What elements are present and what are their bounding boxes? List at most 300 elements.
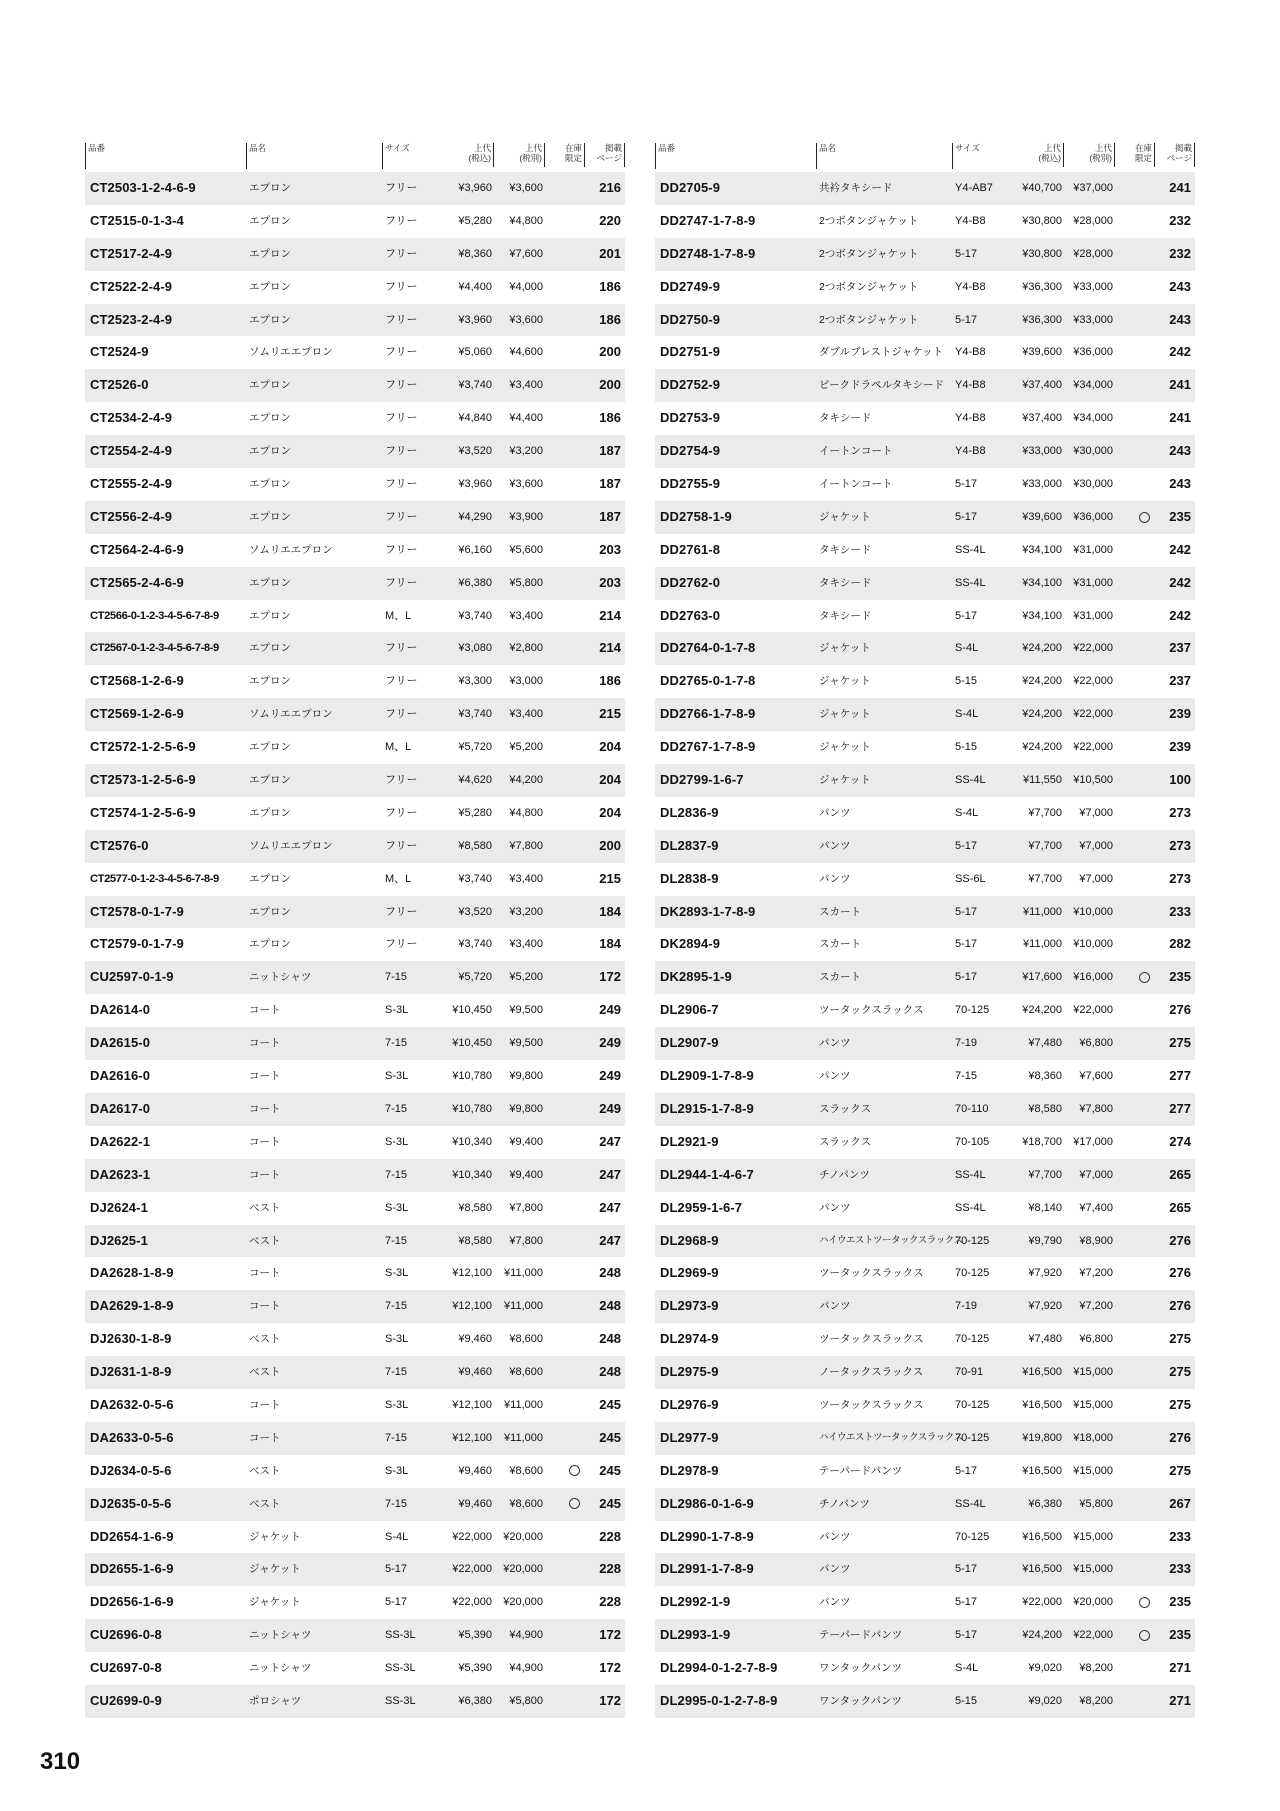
product-name: ジャケット — [819, 741, 871, 754]
table-row — [655, 863, 1195, 896]
price-tax-excluded: ¥7,600 — [509, 247, 543, 260]
price-tax-excluded: ¥5,200 — [509, 971, 543, 984]
price-tax-included: ¥9,460 — [458, 1497, 492, 1510]
product-name: ダブルブレストジャケット — [819, 346, 944, 359]
product-code: DA2615-0 — [90, 1035, 151, 1051]
product-size: SS-4L — [955, 1497, 986, 1510]
price-tax-included: ¥33,000 — [1022, 445, 1062, 458]
catalog-page: 243 — [1169, 311, 1191, 327]
price-tax-excluded: ¥15,000 — [1073, 1563, 1113, 1576]
price-tax-excluded: ¥10,000 — [1073, 938, 1113, 951]
price-tax-excluded: ¥5,600 — [509, 543, 543, 556]
price-tax-included: ¥3,080 — [458, 642, 492, 655]
table-row — [655, 731, 1195, 764]
price-tax-excluded: ¥31,000 — [1073, 609, 1113, 622]
product-code: CT2569-1-2-6-9 — [90, 706, 184, 722]
table-row — [85, 665, 625, 698]
product-name: エプロン — [249, 675, 291, 688]
price-tax-included: ¥39,600 — [1022, 510, 1062, 523]
price-tax-excluded: ¥8,200 — [1079, 1662, 1113, 1675]
price-tax-excluded: ¥11,000 — [504, 1431, 543, 1444]
product-code: DL2991-1-7-8-9 — [660, 1561, 754, 1577]
product-name: スラックス — [819, 1102, 872, 1115]
product-name: エプロン — [249, 313, 291, 326]
product-name: ツータックスラックス — [819, 1267, 924, 1280]
price-tax-excluded: ¥28,000 — [1073, 214, 1113, 227]
price-tax-excluded: ¥9,500 — [509, 1037, 543, 1050]
product-name: エプロン — [249, 905, 291, 918]
product-size: 5-17 — [955, 478, 978, 491]
product-name: エプロン — [249, 938, 291, 951]
product-size: Y4-B8 — [955, 346, 986, 359]
catalog-page: 172 — [599, 1692, 621, 1708]
price-tax-included: ¥36,300 — [1022, 280, 1062, 293]
catalog-page: 186 — [599, 278, 621, 294]
catalog-page: 172 — [599, 1660, 621, 1676]
catalog-page: 237 — [1169, 640, 1191, 656]
product-code: CT2503-1-2-4-6-9 — [90, 180, 196, 195]
price-tax-included: ¥9,460 — [458, 1366, 492, 1379]
product-size: フリー — [385, 774, 418, 787]
catalog-page: 247 — [599, 1199, 621, 1215]
catalog-page: 267 — [1169, 1495, 1191, 1511]
product-name: ニットシャツ — [249, 1662, 312, 1675]
product-size: 7-15 — [385, 1497, 408, 1510]
price-tax-included: ¥33,000 — [1022, 478, 1062, 491]
table-row — [655, 1126, 1195, 1159]
product-size: 7-15 — [385, 1102, 408, 1115]
header-price-tax-ex-line1: 上代 — [1094, 143, 1112, 153]
table-row — [655, 830, 1195, 863]
product-name: エプロン — [249, 478, 291, 491]
catalog-page: 200 — [599, 344, 621, 360]
product-size: 5-17 — [955, 905, 978, 918]
product-table-left — [85, 140, 625, 1708]
catalog-page: 276 — [1169, 1002, 1191, 1018]
catalog-page: 200 — [599, 377, 621, 393]
product-name: エプロン — [249, 741, 291, 754]
price-tax-included: ¥4,290 — [458, 510, 492, 523]
catalog-page: 242 — [1169, 344, 1191, 360]
product-code: DK2894-9 — [660, 936, 721, 952]
catalog-page: 265 — [1169, 1166, 1191, 1182]
table-row — [655, 896, 1195, 929]
product-size: M、L — [385, 872, 412, 885]
product-size: SS-4L — [955, 774, 986, 787]
product-code: CT2522-2-4-9 — [90, 278, 173, 294]
product-name: 2つボタンジャケット — [819, 280, 919, 293]
product-name: ハイウエストツータックスラックス — [819, 1431, 963, 1443]
catalog-page: 247 — [599, 1133, 621, 1149]
product-name: ハイウエストツータックスラックス — [819, 1234, 963, 1246]
table-row — [655, 665, 1195, 698]
product-size: Y4-B8 — [955, 280, 986, 293]
product-size: フリー — [385, 905, 418, 918]
catalog-page: 242 — [1169, 607, 1191, 623]
product-size: 5-17 — [955, 510, 978, 523]
product-name: エプロン — [249, 510, 291, 523]
table-row — [85, 1225, 625, 1258]
price-tax-excluded: ¥20,000 — [1073, 1596, 1113, 1609]
product-name: ソムリエエプロン — [249, 839, 333, 852]
stock-limited-circle-icon — [1139, 972, 1150, 983]
price-tax-excluded: ¥36,000 — [1073, 510, 1113, 523]
catalog-page: 282 — [1169, 936, 1191, 952]
header-price-tax-ex-line1: 上代 — [524, 143, 542, 153]
product-size: S-4L — [955, 642, 979, 655]
table-row — [655, 1521, 1195, 1554]
product-code: DA2629-1-8-9 — [90, 1298, 174, 1314]
price-tax-excluded: ¥3,400 — [509, 938, 543, 951]
catalog-page: 204 — [599, 804, 621, 820]
header-price-tax-in — [468, 143, 494, 167]
catalog-page: 241 — [1169, 377, 1191, 393]
price-tax-excluded: ¥22,000 — [1073, 708, 1113, 721]
table-row — [85, 1126, 625, 1159]
product-code: DD2655-1-6-9 — [90, 1561, 174, 1577]
catalog-page: 276 — [1169, 1429, 1191, 1445]
catalog-page: 248 — [599, 1364, 621, 1380]
table-row — [655, 1488, 1195, 1521]
header-page — [1167, 143, 1195, 167]
header-price-tax-in-line1: 上代 — [473, 143, 491, 153]
product-size: フリー — [385, 313, 418, 326]
product-code: DL2909-1-7-8-9 — [660, 1068, 754, 1084]
catalog-page: 241 — [1169, 410, 1191, 426]
product-name: エプロン — [249, 576, 291, 589]
product-size: 70-125 — [955, 1004, 990, 1017]
product-code: CT2574-1-2-5-6-9 — [90, 804, 196, 820]
catalog-page: 273 — [1169, 870, 1191, 886]
catalog-page: 214 — [599, 640, 621, 656]
product-name: テーパードパンツ — [819, 1629, 903, 1642]
product-size: SS-3L — [385, 1662, 416, 1675]
product-name: ポロシャツ — [249, 1694, 302, 1707]
product-table-right — [655, 140, 1195, 1708]
price-tax-included: ¥6,160 — [458, 543, 492, 556]
table-row — [655, 764, 1195, 797]
product-code: DA2616-0 — [90, 1068, 151, 1084]
product-name: パンツ — [819, 1070, 851, 1083]
product-size: フリー — [385, 445, 418, 458]
product-code: CT2573-1-2-5-6-9 — [90, 772, 196, 788]
table-row — [85, 205, 625, 238]
product-name: コート — [249, 1135, 281, 1148]
price-tax-included: ¥18,700 — [1022, 1135, 1062, 1148]
product-size: 70-125 — [955, 1431, 990, 1444]
product-size: SS-4L — [955, 1201, 986, 1214]
product-size: 5-17 — [385, 1563, 408, 1576]
product-size: S-3L — [385, 1464, 409, 1477]
product-name: コート — [249, 1398, 281, 1411]
header-price-tax-in-line2: (税込) — [1038, 153, 1061, 163]
product-name: ジャケット — [819, 708, 871, 721]
catalog-page: 276 — [1169, 1298, 1191, 1314]
table-row — [85, 468, 625, 501]
price-tax-included: ¥10,340 — [452, 1168, 492, 1181]
price-tax-excluded: ¥4,900 — [509, 1662, 543, 1675]
product-size: SS-4L — [955, 543, 986, 556]
price-tax-included: ¥7,480 — [1028, 1037, 1062, 1050]
table-row — [85, 1586, 625, 1619]
product-name: イートンコート — [819, 478, 893, 491]
product-size: 7-15 — [385, 1168, 408, 1181]
price-tax-excluded: ¥9,500 — [509, 1004, 543, 1017]
product-name: チノパンツ — [819, 1497, 870, 1510]
price-tax-excluded: ¥36,000 — [1073, 346, 1113, 359]
price-tax-excluded: ¥31,000 — [1073, 543, 1113, 556]
product-size: フリー — [385, 938, 418, 951]
table-row — [85, 1652, 625, 1685]
price-tax-excluded: ¥30,000 — [1073, 445, 1113, 458]
catalog-page: 201 — [599, 245, 621, 261]
price-tax-excluded: ¥3,600 — [509, 182, 543, 194]
product-name: パンツ — [819, 1037, 851, 1050]
product-name: パンツ — [819, 1300, 851, 1313]
product-size: フリー — [385, 510, 418, 523]
product-code: DL2969-9 — [660, 1265, 719, 1281]
table-row — [85, 336, 625, 369]
product-code: DL2838-9 — [660, 870, 719, 886]
price-tax-excluded: ¥5,800 — [509, 1694, 543, 1707]
table-row — [655, 1619, 1195, 1652]
price-tax-included: ¥3,740 — [458, 379, 492, 392]
product-size: S-3L — [385, 1201, 409, 1214]
product-name: ニットシャツ — [249, 1629, 312, 1642]
product-code: DL2976-9 — [660, 1396, 719, 1412]
catalog-page: 265 — [1169, 1199, 1191, 1215]
product-size: S-4L — [385, 1530, 409, 1543]
table-row — [655, 271, 1195, 304]
product-code: DK2895-1-9 — [660, 969, 732, 985]
header-size-label: サイズ — [385, 143, 410, 153]
product-name: ベスト — [249, 1366, 281, 1379]
catalog-page: 276 — [1169, 1265, 1191, 1281]
price-tax-excluded: ¥7,200 — [1079, 1267, 1113, 1280]
product-name: タキシード — [819, 609, 872, 622]
table-row — [85, 1356, 625, 1389]
product-name: ジャケット — [819, 675, 871, 688]
table-body — [655, 172, 1195, 1718]
catalog-page: 216 — [599, 180, 621, 195]
price-tax-excluded: ¥22,000 — [1073, 741, 1113, 754]
catalog-page: 187 — [599, 508, 621, 524]
header-code — [655, 143, 675, 169]
price-tax-excluded: ¥22,000 — [1073, 675, 1113, 688]
table-row — [655, 994, 1195, 1027]
product-size: 7-15 — [385, 1300, 408, 1313]
price-tax-excluded: ¥11,000 — [504, 1398, 543, 1411]
product-name: エプロン — [249, 609, 291, 622]
stock-limited-cell — [1137, 501, 1151, 534]
price-tax-included: ¥12,100 — [452, 1267, 492, 1280]
price-tax-included: ¥6,380 — [1028, 1497, 1062, 1510]
product-size: 5-17 — [385, 1596, 408, 1609]
catalog-page: 233 — [1169, 1561, 1191, 1577]
product-size: フリー — [385, 247, 418, 260]
product-size: 5-17 — [955, 839, 978, 852]
table-row — [85, 1455, 625, 1488]
table-row — [655, 205, 1195, 238]
catalog-page: 228 — [599, 1528, 621, 1544]
product-name: ソムリエエプロン — [249, 346, 333, 359]
product-size: Y4-B8 — [955, 379, 986, 392]
table-row — [655, 1027, 1195, 1060]
product-size: Y4-AB7 — [955, 182, 993, 194]
price-tax-excluded: ¥8,900 — [1079, 1234, 1113, 1247]
price-tax-excluded: ¥9,800 — [509, 1102, 543, 1115]
product-size: フリー — [385, 280, 418, 293]
catalog-page: 273 — [1169, 804, 1191, 820]
price-tax-included: ¥22,000 — [452, 1596, 492, 1609]
product-name: ベスト — [249, 1234, 281, 1247]
table-row — [655, 501, 1195, 534]
product-size: 70-125 — [955, 1398, 990, 1411]
price-tax-included: ¥5,720 — [458, 741, 492, 754]
price-tax-excluded: ¥9,800 — [509, 1070, 543, 1083]
table-row — [85, 304, 625, 337]
header-price-tax-in — [1038, 143, 1064, 167]
price-tax-excluded: ¥4,400 — [509, 412, 543, 425]
table-row — [85, 1290, 625, 1323]
table-row — [85, 534, 625, 567]
table-row — [655, 1225, 1195, 1258]
product-code: CT2564-2-4-6-9 — [90, 541, 184, 557]
catalog-page: 203 — [599, 574, 621, 590]
table-row — [655, 1192, 1195, 1225]
stock-limited-cell — [1137, 1586, 1151, 1619]
price-tax-excluded: ¥8,200 — [1079, 1694, 1113, 1707]
catalog-page: 275 — [1169, 1331, 1191, 1347]
price-tax-excluded: ¥18,000 — [1073, 1431, 1113, 1444]
price-tax-excluded: ¥3,600 — [509, 313, 543, 326]
header-price-tax-ex — [519, 143, 545, 167]
table-row — [85, 501, 625, 534]
price-tax-excluded: ¥3,000 — [509, 675, 543, 688]
table-row — [655, 1652, 1195, 1685]
table-row — [85, 632, 625, 665]
price-tax-included: ¥3,960 — [458, 182, 492, 194]
price-tax-included: ¥11,550 — [1023, 774, 1062, 787]
product-size: 7-15 — [385, 1037, 408, 1050]
product-name: ベスト — [249, 1333, 281, 1346]
table-row — [85, 1488, 625, 1521]
catalog-page: 249 — [599, 1100, 621, 1116]
product-code: DL2915-1-7-8-9 — [660, 1100, 754, 1116]
product-size: 70-105 — [955, 1135, 990, 1148]
price-tax-included: ¥37,400 — [1022, 412, 1062, 425]
product-code: DJ2624-1 — [90, 1199, 148, 1215]
product-size: 5-17 — [955, 1464, 978, 1477]
header-size — [382, 143, 410, 169]
product-code: DL2968-9 — [660, 1232, 719, 1248]
price-tax-included: ¥36,300 — [1022, 313, 1062, 326]
table-row — [655, 600, 1195, 633]
stock-limited-circle-icon — [1139, 1630, 1150, 1641]
table-row — [85, 172, 625, 205]
product-size: フリー — [385, 806, 418, 819]
page-number: 310 — [40, 1748, 81, 1775]
product-size: S-4L — [955, 1662, 979, 1675]
catalog-page: 186 — [599, 673, 621, 689]
product-name: コート — [249, 1431, 281, 1444]
price-tax-included: ¥8,360 — [458, 247, 492, 260]
product-code: CT2567-0-1-2-3-4-5-6-7-8-9 — [90, 642, 219, 655]
product-name: コート — [249, 1070, 281, 1083]
product-name: エプロン — [249, 214, 291, 227]
price-tax-included: ¥39,600 — [1022, 346, 1062, 359]
product-code: CU2696-0-8 — [90, 1627, 162, 1643]
price-tax-excluded: ¥9,400 — [509, 1168, 543, 1181]
price-tax-included: ¥7,700 — [1028, 872, 1062, 885]
product-size: フリー — [385, 214, 418, 227]
product-name: 2つボタンジャケット — [819, 313, 919, 326]
product-size: S-3L — [385, 1267, 409, 1280]
price-tax-included: ¥11,000 — [1023, 938, 1062, 951]
product-size: 5-17 — [955, 1596, 978, 1609]
product-size: S-3L — [385, 1135, 409, 1148]
product-name: パンツ — [819, 1563, 851, 1576]
product-size: SS-3L — [385, 1694, 416, 1707]
product-name: パンツ — [819, 1201, 851, 1214]
product-size: フリー — [385, 839, 418, 852]
price-tax-excluded: ¥15,000 — [1073, 1530, 1113, 1543]
product-size: 5-15 — [955, 675, 978, 688]
price-tax-included: ¥8,580 — [458, 1234, 492, 1247]
product-size: 5-17 — [955, 971, 978, 984]
price-tax-included: ¥4,840 — [458, 412, 492, 425]
product-code: DA2614-0 — [90, 1002, 151, 1018]
product-name: エプロン — [249, 280, 291, 293]
product-code: CT2526-0 — [90, 377, 149, 393]
product-code: DD2751-9 — [660, 344, 721, 360]
product-code: DD2747-1-7-8-9 — [660, 212, 756, 228]
price-tax-excluded: ¥7,600 — [1079, 1070, 1113, 1083]
price-tax-excluded: ¥28,000 — [1073, 247, 1113, 260]
product-name: エプロン — [249, 379, 291, 392]
product-name: 2つボタンジャケット — [819, 247, 919, 260]
product-code: DD2755-9 — [660, 476, 721, 492]
header-code-label: 品番 — [88, 143, 106, 153]
table-row — [85, 797, 625, 830]
product-code: DJ2634-0-5-6 — [90, 1462, 172, 1478]
price-tax-excluded: ¥33,000 — [1073, 280, 1113, 293]
price-tax-included: ¥12,100 — [452, 1431, 492, 1444]
product-code: DD2764-0-1-7-8 — [660, 640, 756, 656]
price-tax-included: ¥3,740 — [458, 938, 492, 951]
product-code: CT2517-2-4-9 — [90, 245, 173, 261]
product-size: 70-125 — [955, 1530, 990, 1543]
product-code: DD2753-9 — [660, 410, 721, 426]
stock-limited-cell — [1137, 1619, 1151, 1652]
catalog-page: 184 — [599, 936, 621, 952]
product-size: 5-15 — [955, 741, 978, 754]
product-code: DL2959-1-6-7 — [660, 1199, 743, 1215]
price-tax-included: ¥7,700 — [1028, 839, 1062, 852]
product-code: DA2617-0 — [90, 1100, 151, 1116]
catalog-page: 200 — [599, 837, 621, 853]
product-size: SS-3L — [385, 1629, 416, 1642]
catalog-page: 249 — [599, 1002, 621, 1018]
price-tax-excluded: ¥7,800 — [509, 1201, 543, 1214]
price-tax-included: ¥11,000 — [1023, 905, 1062, 918]
product-code: CT2577-0-1-2-3-4-5-6-7-8-9 — [90, 872, 219, 885]
price-tax-included: ¥22,000 — [452, 1530, 492, 1543]
table-row — [85, 567, 625, 600]
price-tax-excluded: ¥3,600 — [509, 478, 543, 491]
price-tax-included: ¥3,740 — [458, 609, 492, 622]
header-price-tax-ex — [1089, 143, 1115, 167]
